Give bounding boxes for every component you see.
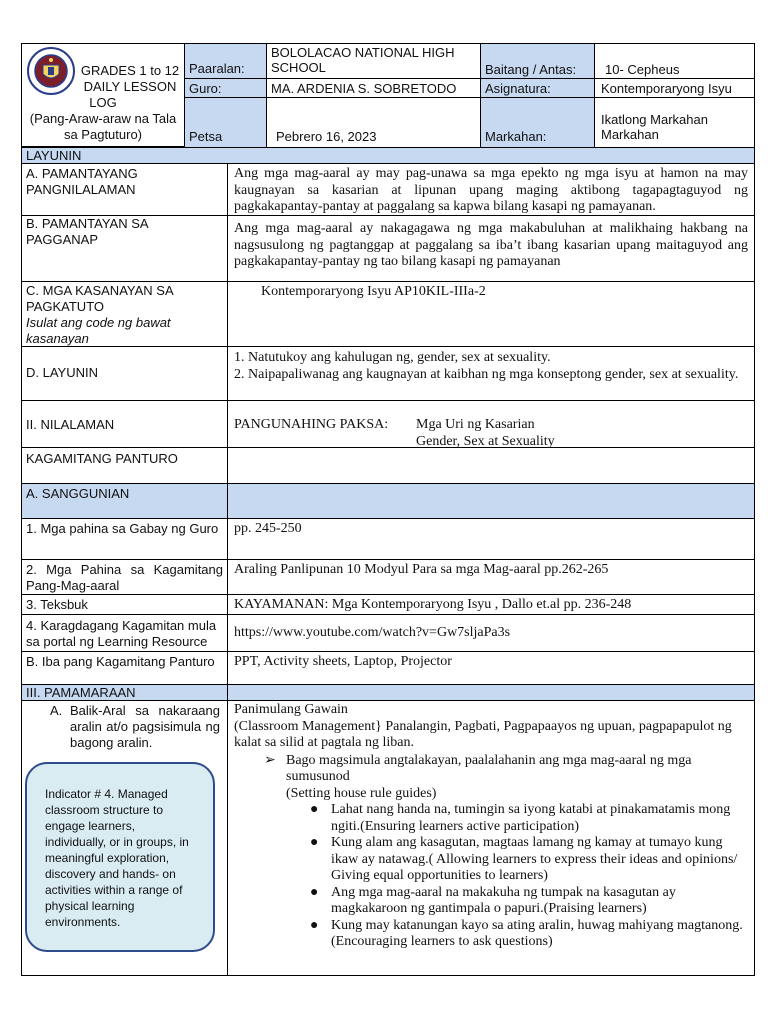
asignatura-label: Asignatura: xyxy=(481,79,595,98)
pamamaraan-empty xyxy=(228,685,754,700)
text-kasanayan: Kontemporaryong Isyu AP10KIL-IIIa-2 xyxy=(261,284,486,299)
title-line-1: GRADES 1 to 12 xyxy=(80,63,180,78)
paksa-1: Mga Uri ng Kasarian xyxy=(416,417,535,432)
label-karagdagang-kagamitan: 4. Karagdagang Kagamitan mula sa portal ng Learning Resource xyxy=(22,615,228,651)
layunin-d-cell xyxy=(228,347,754,400)
layunin-item-2: 2. Naipapaliwanag ang kaugnayan at kaibhan ng mga konseptong gender, sex at sexuality. xyxy=(234,366,739,382)
text-iba-pang-kagamitan: PPT, Activity sheets, Laptop, Projector xyxy=(234,654,452,669)
paaralan-value: BOLOLACAO NATIONAL HIGH SCHOOL xyxy=(267,44,481,79)
header-table xyxy=(21,43,755,148)
label-sanggunian: A. SANGGUNIAN xyxy=(22,484,228,518)
kagamitang-panturo-empty xyxy=(228,448,754,483)
label-kagamitang-mag-aaral: 2. Mga Pahina sa Kagamitang Pang-Mag-aaral xyxy=(22,560,228,594)
row-iba-pang-kagamitan xyxy=(21,652,755,685)
paaralan-label: Paaralan: xyxy=(185,44,267,79)
guro-value: MA. ARDENIA S. SOBRETODO xyxy=(267,79,481,98)
text-gabay-guro: pp. 245-250 xyxy=(234,521,302,536)
label-layunin-d: D. LAYUNIN xyxy=(22,347,228,400)
row-kagamitang-mag-aaral xyxy=(21,560,755,595)
indicator-callout: Indicator # 4. Managed classroom structure to engage learners, individually, or in groups, in meaningful exploration, discovery and hands- on activities within a range of physical learning environments. xyxy=(25,762,215,952)
sanggunian-empty xyxy=(228,484,754,518)
bullet-item-1 xyxy=(234,802,748,835)
bullet-text-3: Ang mga mag-aaral na makakuha ng tumpak na kasagutan ay magkakaroon ng gantimpala o papuri.(Praising learners) xyxy=(331,884,676,916)
row-gabay-guro xyxy=(21,519,755,560)
row-kagamitang-panturo xyxy=(21,448,755,484)
petsa-value: Pebrero 16, 2023 xyxy=(267,98,481,147)
label-kagamitang-panturo: KAGAMITANG PANTURO xyxy=(22,448,228,483)
link-karagdagang-kagamitan[interactable]: https://www.youtube.com/watch?v=Gw7sljaPa3s xyxy=(234,625,511,640)
layunin-item-1: 1. Natutukoy ang kahulugan ng, gender, sex at sexuality. xyxy=(234,350,551,365)
balik-aral-label: Balik-Aral sa nakaraang aralin at/o pagsisimula ng bagong aralin. xyxy=(70,703,220,750)
nilalaman-cell xyxy=(228,401,754,447)
bullet-text-1: Lahat nang handa na, tumingin sa iyong katabi at pinakamatamis mong ngiti.(Ensuring learners active participation) xyxy=(331,802,731,834)
arrow-item-sub: (Setting house rule guides) xyxy=(286,785,437,801)
classroom-management-text: (Classroom Management} Panalangin, Pagbati, Pagpapaayos ng upuan, pagpapapulot ng kalat sa silid at pagtala ng liban. xyxy=(234,718,732,750)
row-pamamaraan xyxy=(21,685,755,701)
bullet-dot-icon: ● xyxy=(310,884,319,900)
label-iba-pang-kagamitan: B. Iba pang Kagamitang Panturo xyxy=(22,652,228,684)
row-karagdagang-kagamitan xyxy=(21,615,755,652)
layunin-heading: LAYUNIN xyxy=(26,148,82,163)
arrow-item xyxy=(234,753,748,803)
arrow-item-text: Bago magsimula angtalakayan, paalalahanin ang mga mag-aaral ng mga sumusunod xyxy=(286,752,692,784)
title-line-5: sa Pagtuturo) xyxy=(63,127,143,142)
label-gabay-guro: 1. Mga pahina sa Gabay ng Guro xyxy=(22,519,228,559)
text-pamantayang-pangnilalaman: Ang mga mag-aaral ay may pag-unawa sa mga epekto ng mga isyu at hamon na may kaugnayan sa kasarian at lipunan upang maging aktibong tagapagtaguyod ng pagkakapantay-pantay at paggalang sa kapwa bilang kasapi ng pamayanan. xyxy=(234,166,748,214)
paksa-2: Gender, Sex at Sexuality xyxy=(416,434,555,449)
title-line-3: LOG xyxy=(89,95,117,110)
row-pamantayang-pangnilalaman xyxy=(21,164,755,216)
layunin-row xyxy=(21,148,755,164)
label-nilalaman: II. NILALAMAN xyxy=(22,401,228,447)
arrow-bullet-icon: ➢ xyxy=(264,752,276,768)
balik-aral-letter: A. xyxy=(50,703,63,718)
panimulang-gawain-title: Panimulang Gawain xyxy=(234,702,348,717)
bullet-text-2: Kung alam ang kasagutan, magtaas lamang ng kamay at tumayo kung ikaw ay natawag.( Allowing learners to express their ideas and opinions/ Giving equal opportunities to learners) xyxy=(331,835,738,883)
bullet-item-4 xyxy=(234,918,748,951)
row-layunin-d xyxy=(21,347,755,401)
markahan-value: Ikatlong Markahan Markahan xyxy=(601,112,708,142)
bullet-dot-icon: ● xyxy=(310,917,319,933)
bullet-text-4: Kung may katanungan kayo sa ating aralin, huwag mahiyang magtanong. xyxy=(331,917,743,933)
balik-aral-content xyxy=(228,701,754,975)
paksa-label: PANGUNAHING PAKSA: xyxy=(234,417,389,432)
last-note: (Encouraging learners to ask questions) xyxy=(331,934,553,949)
markahan-label: Markahan: xyxy=(481,98,595,147)
row-kasanayan xyxy=(21,282,755,347)
bullet-dot-icon: ● xyxy=(310,835,319,850)
row-pamantayan-sa-pagganap xyxy=(21,216,755,282)
baitang-label: Baitang / Antas: xyxy=(481,44,595,79)
kasanayan-label-cell xyxy=(22,282,228,346)
text-teksbuk: KAYAMANAN: Mga Kontemporaryong Isyu , Dallo et.al pp. 236-248 xyxy=(234,597,632,612)
header-title-cell xyxy=(22,44,185,147)
bullet-dot-icon: ● xyxy=(310,802,319,817)
title-line-2: DAILY LESSON xyxy=(83,79,177,94)
text-pamantayan-sa-pagganap: Ang mga mag-aaral ay nakagagawa ng mga makabuluhan at malikhaing hakbang na nagsusulong ng pagtanggap at paggalang sa iba’t ibang kasarian upang maitaguyod ang pagkakapantay-pantay ng tao bilang kasapi ng pamayanan xyxy=(234,221,748,269)
bullet-item-2 xyxy=(234,835,748,885)
row-teksbuk xyxy=(21,595,755,615)
deped-seal-icon xyxy=(26,46,76,96)
label-kasanayan: C. MGA KASANAYAN SA PAGKATUTO xyxy=(26,283,173,314)
bullet-item-3 xyxy=(234,885,748,918)
asignatura-value: Kontemporaryong Isyu xyxy=(595,79,754,98)
label-teksbuk: 3. Teksbuk xyxy=(22,595,228,614)
guro-label: Guro: xyxy=(185,79,267,98)
label-pamamaraan: III. PAMAMARAAN xyxy=(22,685,228,700)
label-pamantayang-pangnilalaman: A. PAMANTAYANG PANGNILALAMAN xyxy=(22,164,228,215)
text-kagamitang-mag-aaral: Araling Panlipunan 10 Modyul Para sa mga Mag-aaral pp.262-265 xyxy=(234,562,609,577)
baitang-value: 10- Cepheus xyxy=(595,44,754,79)
title-line-4: (Pang-Araw-araw na Tala xyxy=(29,111,177,126)
petsa-label: Petsa xyxy=(185,98,267,147)
label-pamantayan-sa-pagganap: B. PAMANTAYAN SA PAGGANAP xyxy=(22,216,228,281)
row-nilalaman xyxy=(21,401,755,448)
row-sanggunian xyxy=(21,484,755,519)
kasanayan-note: Isulat ang code ng bawat kasanayan xyxy=(26,315,171,346)
